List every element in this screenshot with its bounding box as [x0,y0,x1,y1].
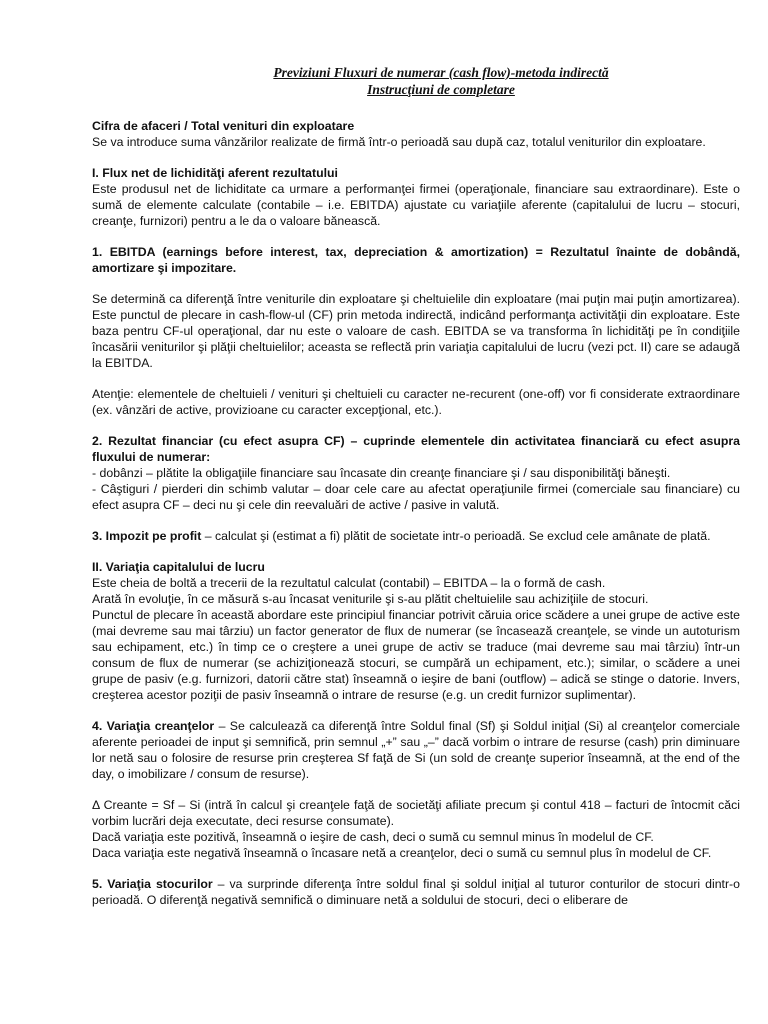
list-item: - dobânzi – plătite la obligaţiile financiare sau încasate din creanţe financiare şi / sau disponibilităţi băneşti. [92,466,671,480]
section-heading: 3. Impozit pe profit [92,529,202,543]
paragraph-text: – va surprinde diferenţa între soldul final şi soldul iniţial al tuturor conturilor de stocuri dintr-o perioadă. O diferenţă negativă semnifică o diminuare netă a soldului de stocuri, deci o eliberare de [92,877,740,907]
section-heading: I. Flux net de lichidităţi aferent rezultatului [92,166,338,180]
section-variatia-stocurilor [92,876,740,908]
section-heading: 4. Variaţia creanţelor [92,719,215,733]
paragraph-text: Punctul de plecare în această abordare este principiul financiar potrivit căruia orice scădere a unei grupe de active este (mai devreme sau mai târziu) un factor generator de flux de numerar (se încasează creanţele, se vinde un autoturism sau echipament, etc.) în timp ce o creştere a unei grupe de activ se traduce (mai devreme sau mai târziu) într-un consum de flux de numerar (se achiziţionează stocuri, se cumpără un echipament, etc.); similar, o scădere a unei grupe de pasiv (e.g. furnizori, datorii către stat) înseamnă o ieşire de bani (outflow) – adică se stinge o datorie. Invers, creşterea acestor poziţii de pasiv înseamnă o intrare de resurse (e.g. un credit furnizor suplimentar). [92,608,741,702]
paragraph-text: Este cheia de boltă a trecerii de la rezultatul calculat (contabil) – EBITDA – la o formă de cash. [92,576,606,590]
paragraph-text: Se va introduce suma vânzărilor realizate de firmă într-o perioadă sau după caz, totalul veniturilor din exploatare. [92,135,706,149]
section-rezultat-financiar [92,433,740,513]
section-cifra-afaceri [92,118,740,150]
paragraph-atentie: Atenţie: elementele de cheltuieli / venituri şi cheltuieli cu caracter ne-recurent (one-off) vor fi considerate extraordinare (ex. vânzări de active, provizioane cu caracter excepţional, etc.). [92,387,740,417]
list-item: - Câştiguri / pierderi din schimb valutar – doar cele care au afectat operaţiunile firmei (comerciale sau financiare) cu efect asupra CF – deci nu şi cele din reevaluări de active / pasive in valută. [92,482,740,512]
section-heading: II. Variaţia capitalului de lucru [92,560,265,574]
section-flux-net [92,165,740,229]
paragraph-text: Arată în evoluţie, în ce măsură s-au încasat veniturile şi s-au plătit cheltuielile sau achiziţiile de stocuri. [92,592,649,606]
section-delta-creante [92,797,740,861]
paragraph-text: Daca variaţia este negativă înseamnă o încasare netă a creanţelor, deci o sumă cu semnul plus în modelul de CF. [92,846,712,860]
section-variatia-creantelor [92,718,740,782]
paragraph-text: Este produsul net de lichiditate ca urmare a performanţei firmei (operaţionale, financiare sau extraordinare). Este o sumă de elemente calculate (contabile – i.e. EBITDA) ajustate cu variaţiile aferente (capitalului de lucru – stocuri, creanţe, furnizori) pentru a le da o valoare bănească. [92,182,740,228]
paragraph-text: Dacă variaţia este pozitivă, înseamnă o ieşire de cash, deci o sumă cu semnul minus în modelul de CF. [92,830,654,844]
document-body [92,118,740,908]
paragraph-text: – Se calculează ca diferenţă între Soldul final (Sf) şi Soldul iniţial (Si) al creanţelor comerciale aferente perioadei de input şi semnifică, prin semnul „+” sau „–” dacă vorbim o intrare de resurse (cash) prin diminuare lor netă sau o folosire de resurse prin creşterea Sf faţă de Si (un sold de creanţe superior înseamnă, at the end of the day, o imobilizare / consum de resurse). [92,719,741,781]
title-line-1: Previziuni Fluxuri de numerar (cash flow)-metoda indirectă [273,65,609,80]
title-line-2: Instrucţiuni de completare [367,82,515,97]
section-capital-lucru [92,559,740,703]
section-impozit [92,528,740,544]
section-heading: 2. Rezultat financiar (cu efect asupra CF) – cuprinde elementele din activitatea financiară cu efect asupra fluxului de numerar: [92,434,740,464]
document-title [142,64,740,98]
paragraph-text: Δ Creante = Sf – Si (intră în calcul şi creanţele faţă de societăţi afiliate precum şi contul 418 – facturi de întocmit căci vorbim lucrări deja executate, deci resurse consumate). [92,798,740,828]
section-ebitda-heading: 1. EBITDA (earnings before interest, tax, depreciation & amortization) = Rezultatul înainte de dobândă, amortizare şi impozitare. [92,245,740,275]
section-heading: 5. Variaţia stocurilor [92,877,213,891]
paragraph-ebitda: Se determină ca diferenţă între veniturile din exploatare şi cheltuielile din exploatare (mai puţin mai puţin amortizarea). Este punctul de plecare in cash-flow-ul (CF) prin metoda indirectă, indicând performanţa activităţii din exploatare. Este baza pentru CF-ul operaţional, dar nu este o valoare de cash. EBITDA se va transforma în lichidităţi pe în condiţiile încasării veniturilor şi plăţii cheltuielilor; aceasta se reflectă prin variaţia capitalului de lucru (vezi pct. II) care se adaugă la EBITDA. [92,292,740,370]
section-heading: Cifra de afaceri / Total venituri din exploatare [92,119,355,133]
paragraph-text: – calculat şi (estimat a fi) plătit de societate intr-o perioadă. Se exclud cele amânate de plată. [201,529,711,543]
